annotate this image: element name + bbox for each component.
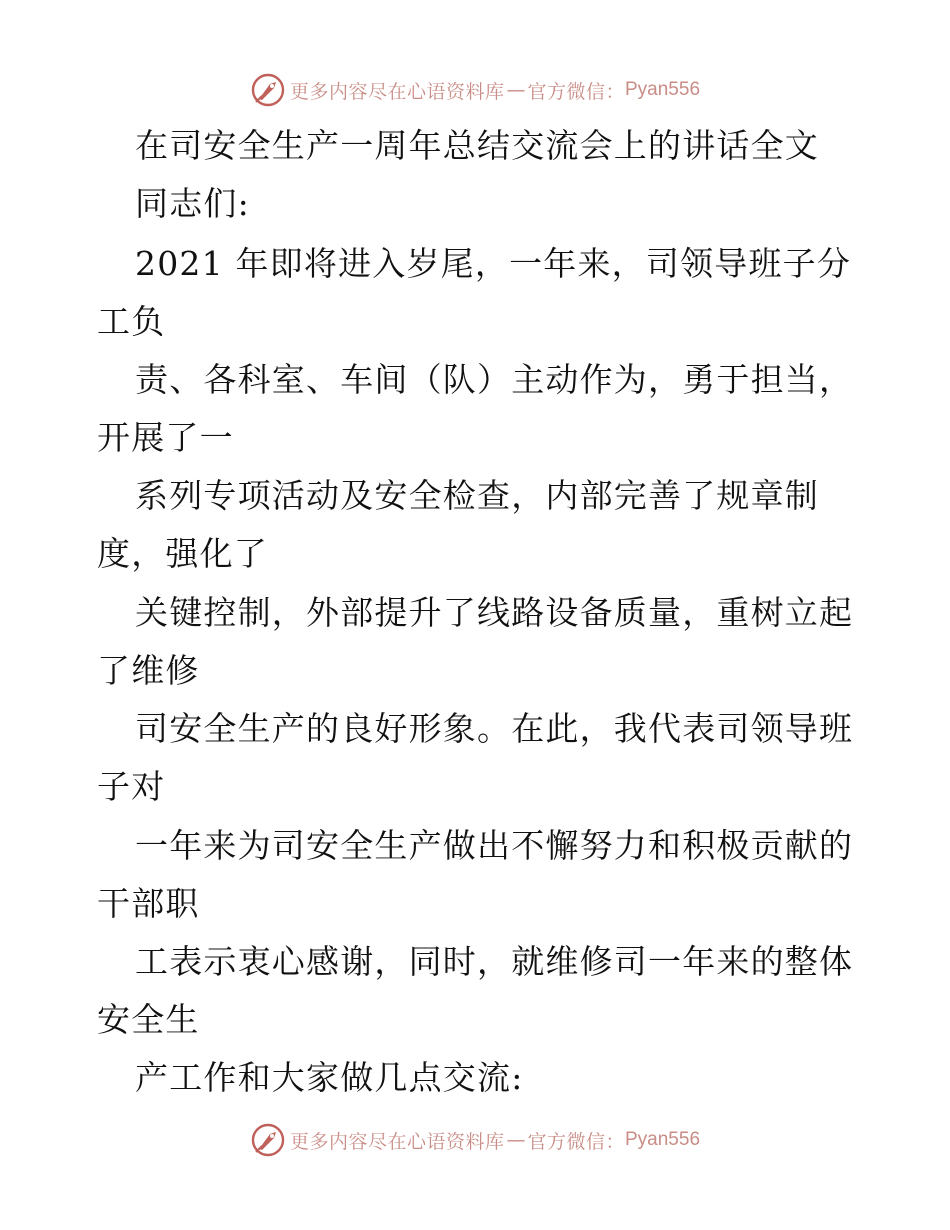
pen-nib-logo-icon — [250, 72, 286, 108]
watermark-label: 官方微信： — [527, 80, 625, 103]
pen-nib-logo-icon — [250, 1122, 286, 1158]
paragraph-line: 产工作和大家做几点交流: — [135, 1058, 524, 1097]
paragraph-line: 工负 — [97, 302, 166, 341]
watermark-dash: — — [506, 79, 526, 101]
paragraph-line: 司安全生产的良好形象。在此，我代表司领导班 — [135, 709, 854, 748]
paragraph-line: 责、各科室、车间（队）主动作为，勇于担当， — [135, 360, 854, 399]
paragraph-line: 一年来为司安全生产做出不懈努力和积极贡献的 — [135, 826, 854, 865]
paragraph-line: 工表示衷心感谢，同时，就维修司一年来的整体 — [135, 942, 854, 981]
watermark-id: Pyan556 — [625, 1129, 701, 1150]
watermark-text: 更多内容尽在心语资料库 — [289, 1130, 505, 1153]
paragraph-line: 关键控制，外部提升了线路设备质量，重树立起 — [135, 593, 854, 632]
paragraph-line: 度，强化了 — [97, 534, 268, 573]
paragraph-line: 安全生 — [97, 1000, 200, 1039]
watermark-dash: — — [506, 1129, 526, 1151]
footer-watermark — [0, 1122, 950, 1158]
paragraph-line: 子对 — [97, 767, 166, 806]
watermark-id: Pyan556 — [625, 79, 701, 100]
header-watermark — [0, 72, 950, 108]
watermark-label: 官方微信： — [527, 1130, 625, 1153]
watermark-text: 更多内容尽在心语资料库 — [289, 80, 505, 103]
paragraph-line: 系列专项活动及安全检查，内部完善了规章制 — [135, 476, 819, 515]
paragraph-line: 干部职 — [97, 884, 200, 923]
salutation: 同志们: — [135, 184, 250, 223]
document-title: 在司安全生产一周年总结交流会上的讲话全文 — [135, 126, 819, 165]
paragraph-line: 了维修 — [97, 651, 200, 690]
paragraph-line: 开展了一 — [97, 418, 234, 457]
paragraph-line: 2021 年即将进入岁尾，一年来，司领导班子分 — [135, 244, 852, 283]
